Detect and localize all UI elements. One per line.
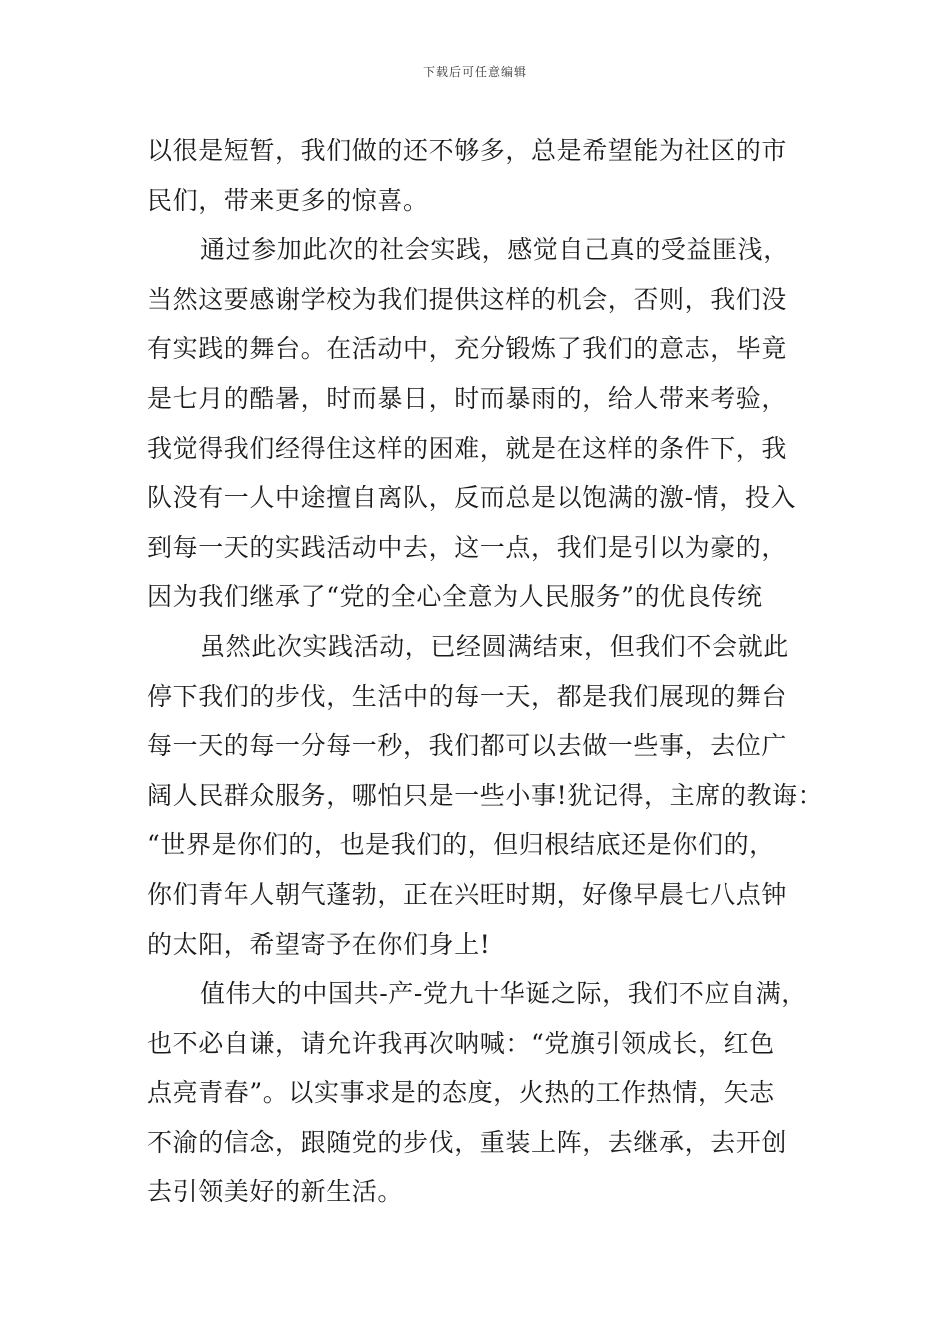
text-line: 队没有一人中途擅自离队，反而总是以饱满的激-情，投入 [147,483,797,513]
text-line: 点亮青春”。以实事求是的态度，火热的工作热情，矢志 [147,1078,775,1108]
text-line: 有实践的舞台。在活动中，充分锻炼了我们的意志，毕竟 [147,334,788,364]
text-line: 阔人民群众服务，哪怕只是一些小事!犹记得，主席的教诲： [147,780,824,810]
text-line: 虽然此次实践活动，已经圆满结束，但我们不会就此 [200,631,789,661]
text-line: 去引领美好的新生活。 [147,1177,404,1207]
text-line: 到每一天的实践活动中去，这一点，我们是引以为豪的， [147,532,788,562]
page-header: 下载后可任意编辑 [422,65,527,79]
text-line: 你们青年人朝气蓬勃，正在兴旺时期，好像早晨七八点钟 [147,879,788,909]
paragraph [147,225,837,622]
body-text [147,126,837,1217]
text-line: 当然这要感谢学校为我们提供这样的机会，否则，我们没 [147,284,788,314]
paragraph [147,969,837,1217]
text-line: 以很是短暂，我们做的还不够多，总是希望能为社区的市 [147,136,788,165]
text-line: 因为我们继承了“党的全心全意为人民服务”的优良传统 [147,582,763,612]
paragraph [147,622,837,969]
text-line: 也不必自谦，请允许我再次呐喊：“党旗引领成长，红色 [147,1028,775,1058]
text-line: 是七月的酷暑，时而暴日，时而暴雨的，给人带来考验， [147,383,788,413]
text-line: 通过参加此次的社会实践，感觉自己真的受益匪浅， [200,235,789,265]
text-line: 民们，带来更多的惊喜。 [147,185,429,215]
text-line: 我觉得我们经得住这样的困难，就是在这样的条件下，我 [147,433,788,463]
text-line: 不渝的信念，跟随党的步伐，重装上阵，去继承，去开创 [147,1127,788,1157]
text-line: 值伟大的中国共-产-党九十华诞之际，我们不应自满， [200,979,807,1009]
text-line: 每一天的每一分每一秒，我们都可以去做一些事，去位广 [147,731,788,761]
text-line: 的太阳，希望寄予在你们身上! [147,929,491,959]
text-line: 停下我们的步伐，生活中的每一天，都是我们展现的舞台 [147,681,788,711]
text-line: “世界是你们的，也是我们的，但归根结底还是你们的， [147,830,775,860]
paragraph [147,126,837,225]
